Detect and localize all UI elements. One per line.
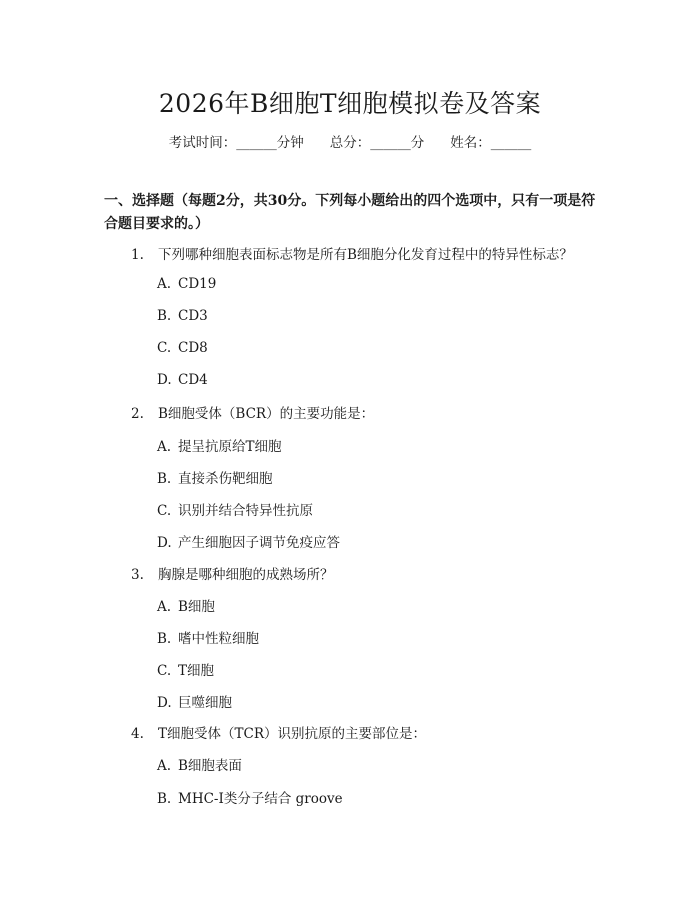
option-3b	[157, 627, 259, 647]
option-3c	[157, 659, 214, 679]
option-3d	[157, 691, 232, 711]
option-text: 产生细胞因子调节免疫应答	[178, 535, 340, 551]
option-3a	[157, 595, 215, 615]
page-title: 2026年B细胞T细胞模拟卷及答案	[158, 89, 542, 118]
option-text: B细胞表面	[178, 758, 242, 774]
option-text: CD19	[178, 276, 217, 292]
option-2c	[157, 499, 313, 519]
option-text: 直接杀伤靶细胞	[178, 471, 273, 487]
question-number: 3.	[131, 567, 144, 583]
question-1	[131, 243, 573, 263]
option-text: B细胞	[178, 599, 215, 615]
question-4	[131, 722, 426, 742]
option-4a	[157, 754, 242, 774]
option-letter: C.	[157, 340, 172, 356]
question-text: 下列哪种细胞表面标志物是所有B细胞分化发育过程中的特异性标志？	[158, 247, 573, 263]
name-field: 姓名：______	[450, 135, 532, 151]
option-text: T细胞	[178, 663, 215, 679]
section-heading: 一、选择题（每题2分，共30分。下列每小题给出的四个选项中，只有一项是符合题目要求的。）	[104, 193, 596, 232]
exam-meta	[0, 131, 700, 151]
option-1c	[157, 340, 208, 356]
option-letter: D.	[157, 372, 172, 388]
question-text: T细胞受体（TCR）识别抗原的主要部位是：	[158, 726, 427, 742]
option-1d	[157, 372, 208, 388]
option-text: MHC-I类分子结合 groove	[178, 791, 343, 807]
option-letter: A.	[157, 599, 172, 615]
option-letter: D.	[157, 695, 172, 711]
question-3	[131, 563, 334, 583]
option-letter: B.	[157, 631, 172, 647]
option-2b	[157, 467, 273, 487]
option-text: CD3	[178, 308, 208, 324]
option-text: 提呈抗原给T细胞	[178, 439, 282, 455]
option-letter: A.	[157, 758, 172, 774]
option-text: CD4	[178, 372, 208, 388]
option-letter: B.	[157, 791, 172, 807]
option-4b	[157, 787, 343, 807]
question-text: 胸腺是哪种细胞的成熟场所？	[158, 567, 334, 583]
question-2	[131, 402, 374, 422]
option-letter: B.	[157, 308, 172, 324]
total-score-field: 总分：______分	[329, 135, 425, 151]
option-2a	[157, 435, 282, 455]
option-letter: B.	[157, 471, 172, 487]
exam-time-field: 考试时间：______分钟	[168, 135, 304, 151]
option-text: 巨噬细胞	[178, 695, 232, 711]
option-text: CD8	[178, 340, 208, 356]
question-number: 1.	[131, 247, 144, 263]
option-letter: A.	[157, 439, 172, 455]
question-number: 2.	[131, 406, 144, 422]
option-1a	[157, 276, 216, 292]
option-text: 识别并结合特异性抗原	[178, 503, 313, 519]
option-text: 嗜中性粒细胞	[178, 631, 259, 647]
option-2d	[157, 531, 340, 551]
option-letter: C.	[157, 663, 172, 679]
option-letter: D.	[157, 535, 172, 551]
option-1b	[157, 308, 208, 324]
option-letter: C.	[157, 503, 172, 519]
question-number: 4.	[131, 726, 144, 742]
question-text: B细胞受体（BCR）的主要功能是：	[158, 406, 375, 422]
option-letter: A.	[157, 276, 172, 292]
